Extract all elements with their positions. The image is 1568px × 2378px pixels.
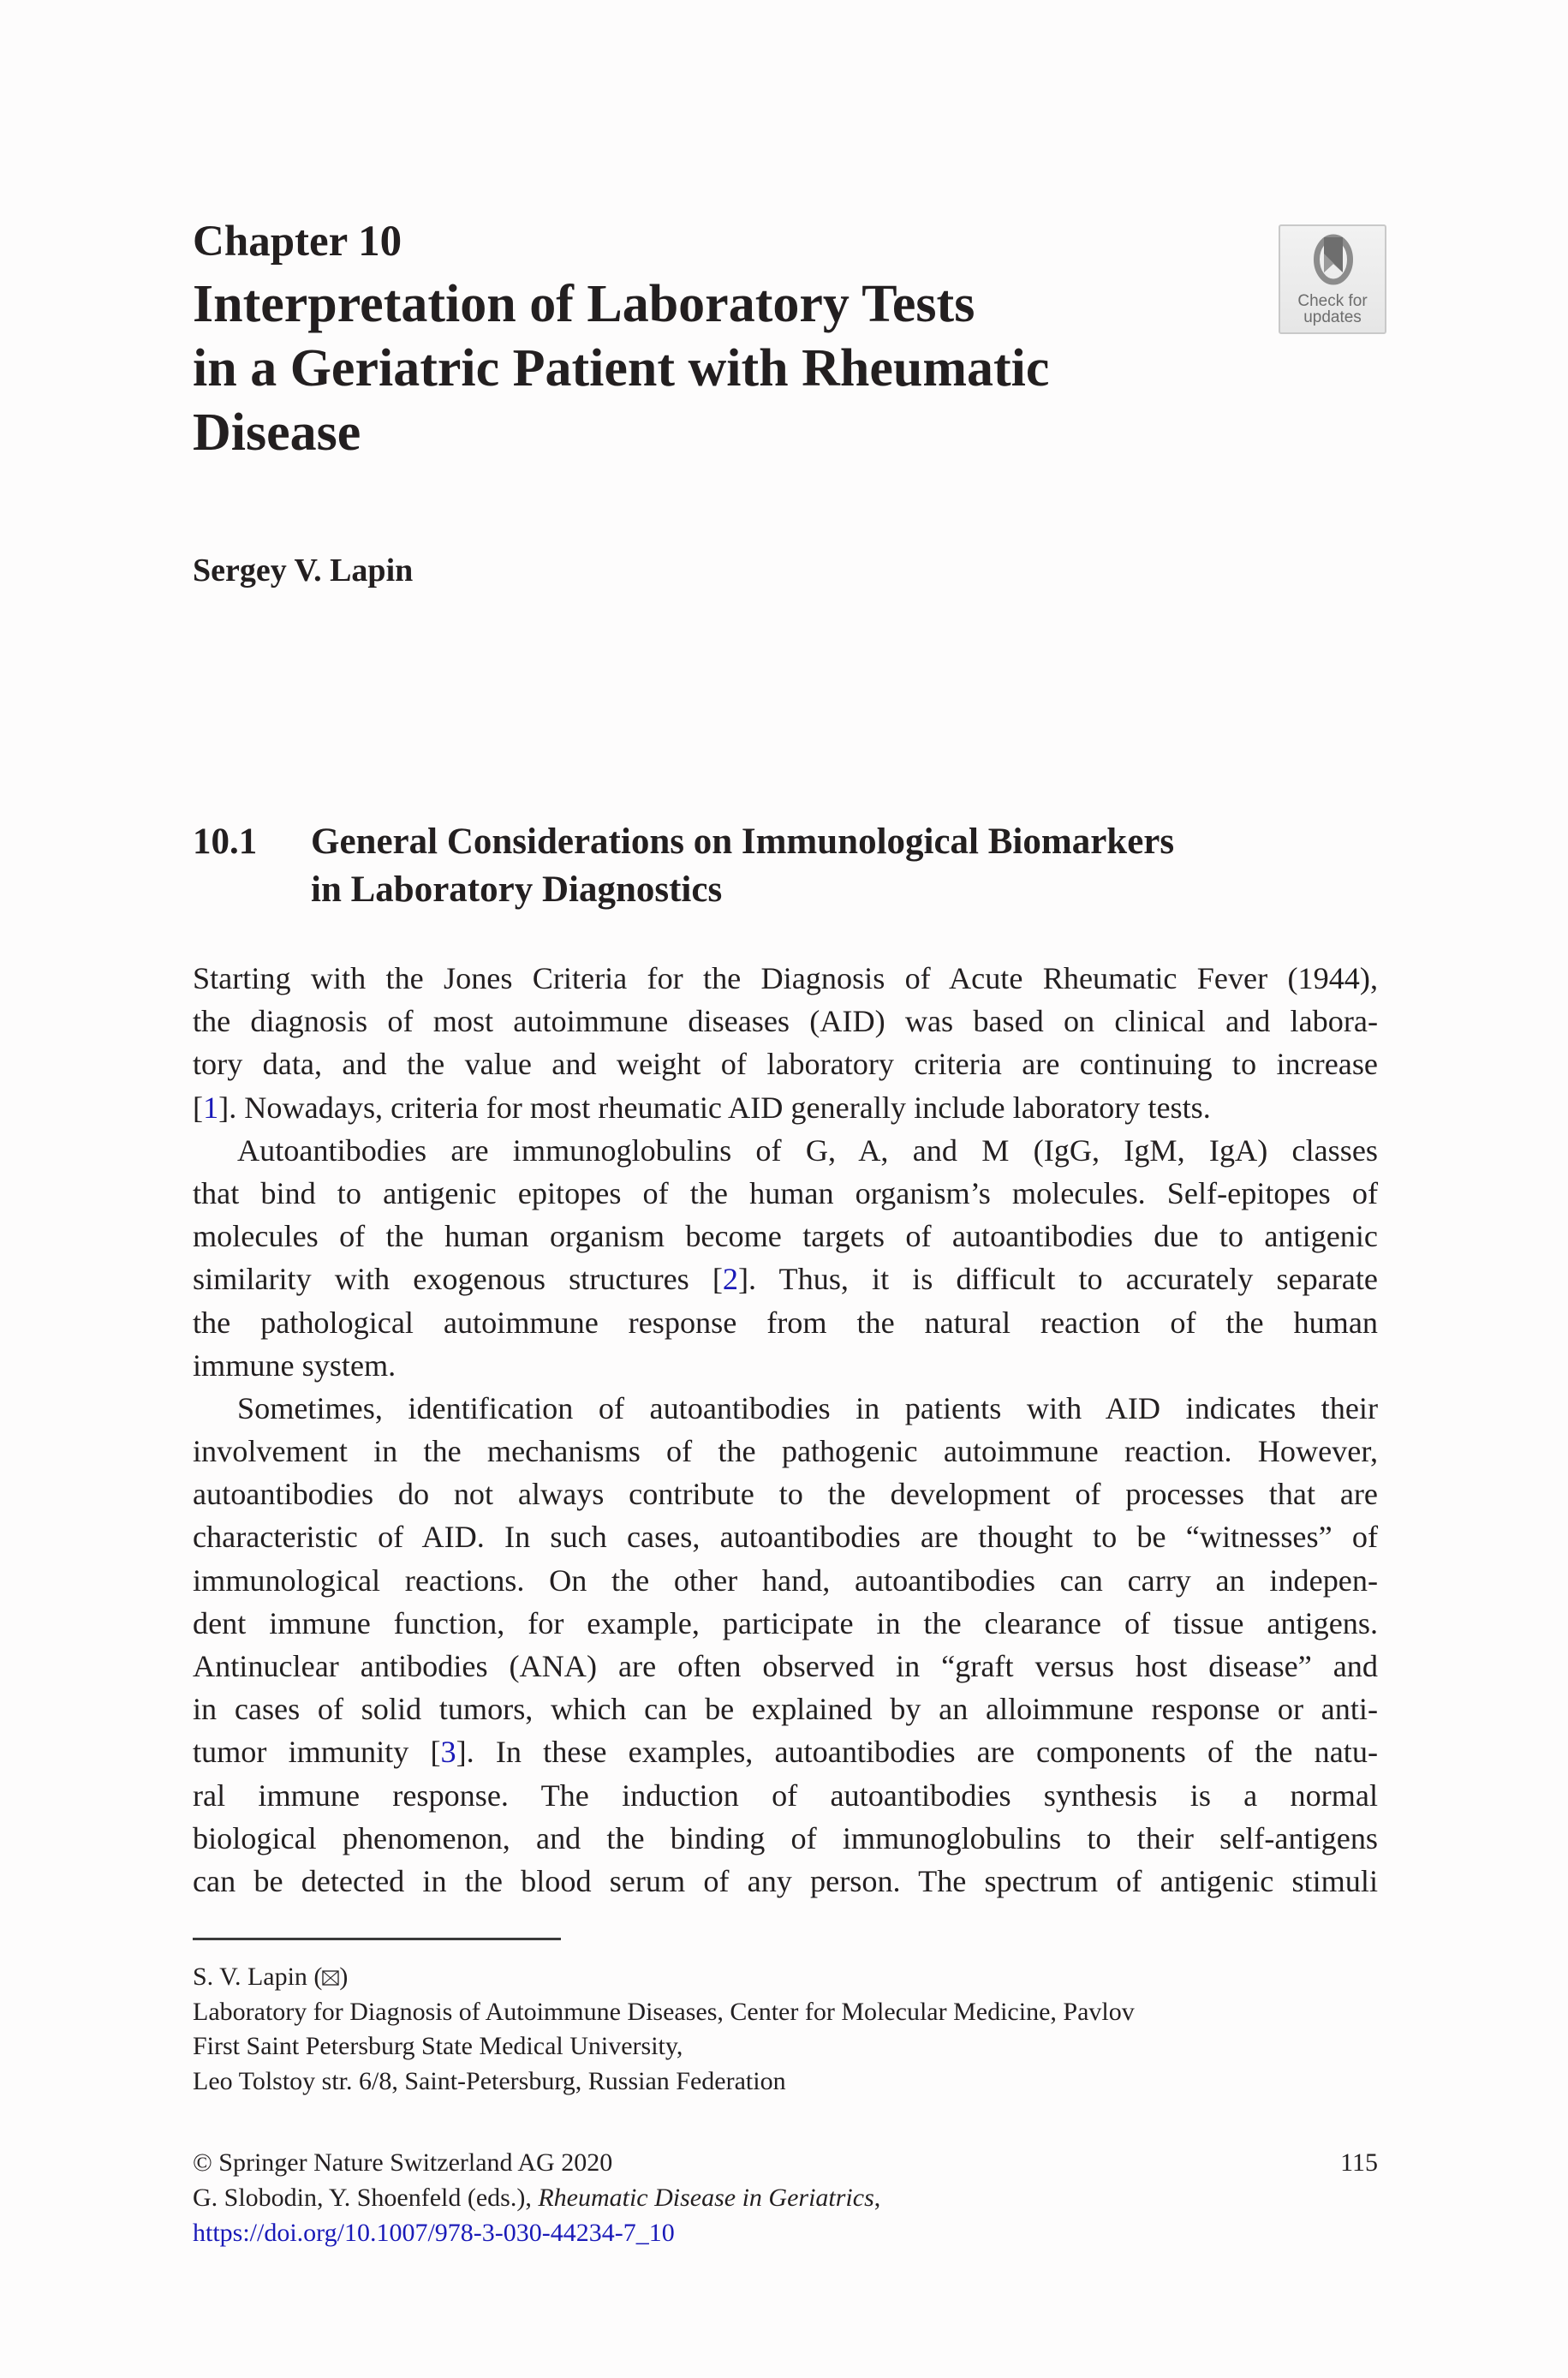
footnote-divider	[193, 1938, 561, 1940]
body-line: in cases of solid tumors, which can be explained by an alloimmune response or anti-	[193, 1692, 1378, 1727]
copyright-block	[193, 2145, 1378, 2250]
body-text-fragment: similarity with exogenous structures [	[193, 1262, 723, 1297]
section-title	[311, 818, 1378, 914]
body-line: immunological reactions. On the other hand, autoantibodies can carry an indepen-	[193, 1562, 1378, 1598]
chapter-title	[193, 272, 1220, 465]
body-line: the diagnosis of most autoimmune diseases (AID) was based on clinical and labora-	[193, 1004, 1378, 1039]
body-line	[193, 1086, 1378, 1129]
body-text	[193, 957, 1378, 1903]
body-text-fragment: ]. In these examples, autoantibodies are components of the natu-	[456, 1735, 1378, 1770]
body-line: dent immune function, for example, participate in the clearance of tissue antigens.	[193, 1605, 1378, 1640]
body-line	[193, 1258, 1378, 1300]
check-for-updates-button[interactable]	[1279, 224, 1386, 334]
citation-link-3[interactable]: 3	[440, 1735, 456, 1770]
section-number: 10.1	[193, 822, 258, 862]
chapter-title-line: in a Geriatric Patient with Rheumatic	[193, 339, 1050, 397]
footnote-author-name: S. V. Lapin (	[193, 1963, 323, 1991]
body-line: ral immune response. The induction of autoantibodies synthesis is a normal	[193, 1778, 1378, 1813]
affiliation-line: Laboratory for Diagnosis of Autoimmune Diseases, Center for Molecular Medicine, Pavlov	[193, 1997, 1135, 2026]
body-line: the pathological autoimmune response from the natural reaction of the human	[193, 1305, 1378, 1340]
author-name: Sergey V. Lapin	[193, 553, 414, 589]
chapter-title-line: Interpretation of Laboratory Tests	[193, 275, 975, 333]
body-line: involvement in the mechanisms of the pathogenic autoimmune reaction. However,	[193, 1434, 1378, 1469]
body-line: can be detected in the blood serum of any person. The spectrum of antigenic stimuli	[193, 1863, 1378, 1898]
body-text-fragment: ]. Nowadays, criteria for most rheumatic AID generally include laboratory tests.	[218, 1090, 1211, 1125]
doi-line	[193, 2215, 1378, 2250]
affiliation-line: Leo Tolstoy str. 6/8, Saint-Petersburg, Russian Federation	[193, 2066, 786, 2095]
check-for-updates-icon	[1313, 233, 1354, 290]
footnote-paren: )	[339, 1963, 349, 1991]
section-title-line: in Laboratory Diagnostics	[311, 869, 723, 910]
affiliation-line: First Saint Petersburg State Medical University,	[193, 2032, 683, 2060]
check-for-updates-label	[1280, 293, 1385, 326]
chapter-label: Chapter 10	[193, 218, 402, 266]
book-title: Rheumatic Disease in Geriatrics	[538, 2184, 874, 2212]
book-page	[193, 0, 1378, 2378]
body-line	[193, 1730, 1378, 1773]
body-text-fragment: tumor immunity [	[193, 1735, 441, 1770]
page-number: 115	[1340, 2148, 1378, 2177]
body-line: characteristic of AID. In such cases, autoantibodies are thought to be “witnesses” of	[193, 1520, 1378, 1555]
body-line: autoantibodies do not always contribute to the development of processes that are	[193, 1477, 1378, 1512]
body-line: biological phenomenon, and the binding of immunoglobulins to their self-antigens	[193, 1820, 1378, 1855]
footnote-author	[193, 1960, 1378, 1995]
editors: G. Slobodin, Y. Shoenfeld (eds.),	[193, 2184, 539, 2212]
body-line: Starting with the Jones Criteria for the Diagnosis of Acute Rheumatic Fever (1944),	[193, 961, 1378, 995]
doi-link[interactable]: https://doi.org/10.1007/978-3-030-44234-7_10	[193, 2219, 675, 2247]
body-line: Antinuclear antibodies (ANA) are often observed in “graft versus host disease” and	[193, 1649, 1378, 1683]
body-text-fragment: ]. Thus, it is difficult to accurately separate	[738, 1262, 1378, 1297]
badge-line: Check for	[1297, 292, 1368, 310]
citation-line	[193, 2180, 1378, 2215]
chapter-title-line: Disease	[193, 403, 361, 462]
citation-link-1[interactable]: 1	[203, 1090, 219, 1125]
section-title-line: General Considerations on Immunological Biomarkers	[311, 822, 1175, 862]
body-text-fragment: [	[193, 1090, 204, 1125]
body-line: molecules of the human organism become targets of autoantibodies due to antigenic	[193, 1219, 1378, 1254]
body-line: immune system.	[193, 1347, 396, 1383]
body-line: that bind to antigenic epitopes of the human organism’s molecules. Self-epitopes of	[193, 1175, 1378, 1210]
copyright-line: © Springer Nature Switzerland AG 2020	[193, 2148, 613, 2177]
body-line: tory data, and the value and weight of laboratory criteria are continuing to increase	[193, 1047, 1378, 1082]
author-affiliation-footnote	[193, 1960, 1378, 2099]
body-line: Autoantibodies are immunoglobulins of G, A, and M (IgG, IgM, IgA) classes	[237, 1132, 1378, 1168]
punctuation: ,	[873, 2184, 881, 2212]
badge-line: updates	[1303, 308, 1362, 326]
citation-link-2[interactable]: 2	[722, 1262, 738, 1297]
body-line: Sometimes, identification of autoantibodies in patients with AID indicates their	[237, 1390, 1378, 1425]
envelope-icon[interactable]	[322, 1969, 339, 1987]
